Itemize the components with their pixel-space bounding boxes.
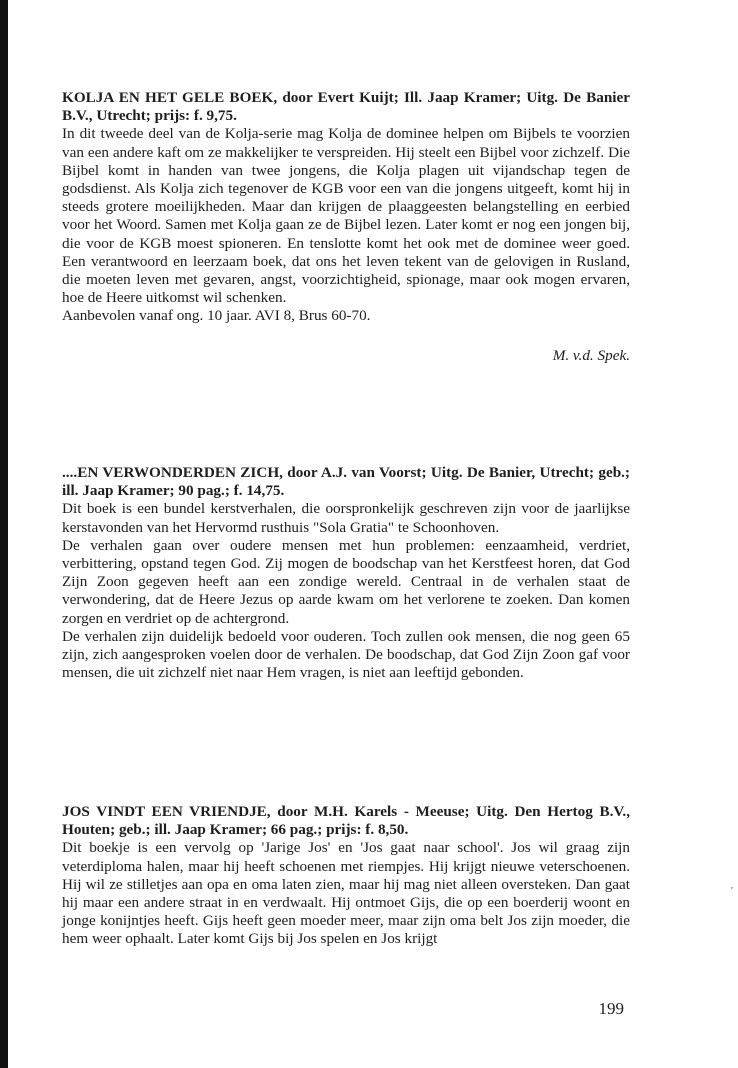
review-heading: KOLJA EN HET GELE BOEK, door Evert Kuijt; Ill. Jaap Kramer; Uitg. De Banier B.V., Utrecht; prijs: f. 9,75.	[62, 89, 630, 125]
review-paragraph: De verhalen gaan over oudere mensen met hun problemen: eenzaamheid, verdriet, verbittering, opstand tegen God. Zij mogen de boodschap van het Kerstfeest horen, dat God Zijn Zoon gegeven heeft aan een zondige wereld. Centraal in de verhalen staat de verwondering, dat de Heere Jezus op aarde kwam om het verlorene te zoeken. Dan komen zorgen en verdriet op de achtergrond.	[62, 536, 630, 627]
page-binding-edge	[0, 0, 8, 1068]
review-paragraph: Dit boek is een bundel kerstverhalen, die oorspronkelijk geschreven zijn voor de jaarlijkse kerstavonden van het Hervormd rusthuis "Sola Gratia" te Schoonhoven.	[62, 500, 630, 536]
review-kolja-en-het-gele-boek	[62, 89, 630, 365]
page-number: 199	[598, 999, 624, 1018]
review-paragraph: In dit tweede deel van de Kolja-serie mag Kolja de dominee helpen om Bijbels te voorzien van een andere kaft om ze makkelijker te verspreiden. Hij steelt een Bijbel voor zichzelf. Die Bijbel komt in handen van twee jongens, die Kolja plagen uit vijandschap tegen de godsdienst. Als Kolja zich tegenover de KGB voor een van die jongens uitgeeft, komt hij in steeds grotere moeilijkheden. Maar dan krijgen de plaaggeesten belangstelling en eerbied voor het Woord. Samen met Kolja gaan ze de Bijbel lezen. Later komt er nog een jongen bij, die voor de KGB moest spioneren. En tenslotte komt het ook met de dominee weer goed. Een verantwoord en leerzaam boek, dat ons het leven tekent van de gelovigen in Rusland, die moeten leven met gevaren, angst, voorzichtigheid, spionage, maar ook mogen ervaren, hoe de Heere uitkomst wil schenken.	[62, 125, 630, 307]
review-heading: JOS VINDT EEN VRIENDJE, door M.H. Karels - Meeuse; Uitg. Den Hertog B.V., Houten; geb.; ill. Jaap Kramer; 66 pag.; prijs: f. 8,50.	[62, 803, 630, 839]
scan-speck: '	[731, 886, 733, 897]
review-heading: ....EN VERWONDERDEN ZICH, door A.J. van Voorst; Uitg. De Banier, Utrecht; geb.; ill. Jaap Kramer; 90 pag.; f. 14,75.	[62, 464, 630, 500]
review-en-verwonderden-zich	[62, 464, 630, 682]
review-paragraph: Aanbevolen vanaf ong. 10 jaar. AVI 8, Brus 60-70.	[62, 307, 371, 325]
review-paragraph: De verhalen zijn duidelijk bedoeld voor ouderen. Toch zullen ook mensen, die nog geen 65 zijn, zich aangesproken voelen door de verhalen. De boodschap, dat God Zijn Zoon gaf voor mensen, die uit zichzelf niet naar Hem vragen, is niet aan leeftijd gebonden.	[62, 627, 630, 682]
review-paragraph: Dit boekje is een vervolg op 'Jarige Jos' en 'Jos gaat naar school'. Jos wil graag zijn veterdiploma halen, maar hij heeft schoenen met riempjes. Hij krijgt nieuwe veterschoenen. Hij wil ze stilletjes aan opa en oma laten zien, maar hij mag niet alleen oversteken. Dan gaat hij maar een andere straat in en verdwaalt. Hij ontmoet Gijs, die op een boerderij woont en jonge konijntjes heeft. Gijs heeft geen moeder meer, maar zijn oma belt Jos zijn moeder, die hem weer ophaalt. Later komt Gijs bij Jos spelen en Jos krijgt	[62, 839, 630, 948]
review-jos-vindt-een-vriendje	[62, 803, 630, 949]
review-signature: M. v.d. Spek.	[552, 346, 630, 364]
